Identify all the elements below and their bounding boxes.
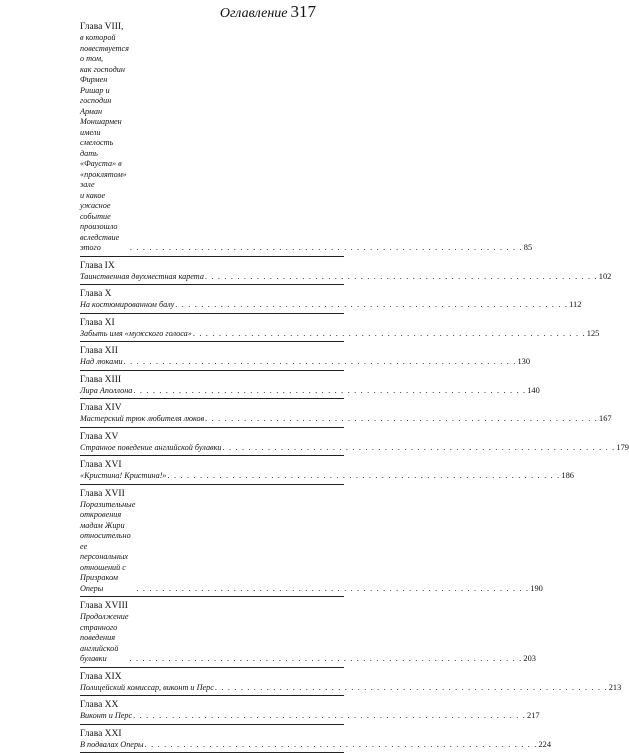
chapter-title-row xyxy=(80,471,344,482)
chapter-title-row xyxy=(80,300,344,311)
toc-entry xyxy=(80,371,344,400)
chapter-title: «Кристина! Кристина!» xyxy=(80,471,167,482)
page-number: 317 xyxy=(291,2,317,21)
chapter-label: Глава XI xyxy=(80,317,344,329)
dot-leader: . . . . . . . . . . . . . . . . . . . . . . . . . . . . . . . . . . . . . . . . . . . . . . . . . . . . . . . . . . . . . xyxy=(130,243,523,254)
chapter-title: Таинственная двухместная карета xyxy=(80,272,204,283)
chapter-title-row xyxy=(80,386,344,397)
chapter-title: Над люками xyxy=(80,357,123,368)
toc-entry xyxy=(80,456,344,485)
dot-leader: . . . . . . . . . . . . . . . . . . . . . . . . . . . . . . . . . . . . . . . . . . . . . . . . . . . . . . . . . . . . . xyxy=(124,357,517,368)
dot-leader: . . . . . . . . . . . . . . . . . . . . . . . . . . . . . . . . . . . . . . . . . . . . . . . . . . . . . . . . . . . . . xyxy=(205,414,598,425)
page-ref: 140 xyxy=(527,386,540,397)
toc-entry xyxy=(80,257,344,286)
page-ref: 125 xyxy=(587,329,600,340)
chapter-label: Глава VIII, xyxy=(80,21,344,33)
chapter-title-row xyxy=(80,740,344,751)
chapter-title: На костюмированном балу xyxy=(80,300,174,311)
toc-entry xyxy=(80,696,344,725)
chapter-title: Забыть имя «мужского голоса» xyxy=(80,329,192,340)
toc-entry xyxy=(80,314,344,343)
chapter-label: Глава XIV xyxy=(80,402,344,414)
dot-leader: . . . . . . . . . . . . . . . . . . . . . . . . . . . . . . . . . . . . . . . . . . . . . . . . . . . . . . . . . . . . . xyxy=(168,471,561,482)
dot-leader: . . . . . . . . . . . . . . . . . . . . . . . . . . . . . . . . . . . . . . . . . . . . . . . . . . . . . . . . . . . . . xyxy=(193,329,586,340)
chapter-title-row xyxy=(80,612,344,665)
chapter-label: Глава XXI xyxy=(80,728,344,740)
page-ref: 190 xyxy=(530,584,543,595)
running-title: Оглавление xyxy=(220,6,288,21)
chapter-title-row xyxy=(80,443,344,454)
table-of-contents xyxy=(80,18,344,753)
dot-leader: . . . . . . . . . . . . . . . . . . . . . . . . . . . . . . . . . . . . . . . . . . . . . . . . . . . . . . . . . . . . . xyxy=(175,300,568,311)
chapter-title-row xyxy=(80,711,344,722)
dot-leader: . . . . . . . . . . . . . . . . . . . . . . . . . . . . . . . . . . . . . . . . . . . . . . . . . . . . . . . . . . . . . xyxy=(133,711,526,722)
page-ref: 102 xyxy=(599,272,612,283)
page-ref: 217 xyxy=(527,711,540,722)
chapter-title: Странное поведение английской булавки xyxy=(80,443,222,454)
toc-entry xyxy=(80,18,344,257)
dot-leader: . . . . . . . . . . . . . . . . . . . . . . . . . . . . . . . . . . . . . . . . . . . . . . . . . . . . . . . . . . . . . xyxy=(223,443,616,454)
dot-leader: . . . . . . . . . . . . . . . . . . . . . . . . . . . . . . . . . . . . . . . . . . . . . . . . . . . . . . . . . . . . . xyxy=(145,740,538,751)
chapter-title: Полицейский комиссар, виконт и Перс xyxy=(80,683,214,694)
page-ref: 130 xyxy=(517,357,530,368)
chapter-label: Глава XII xyxy=(80,345,344,357)
toc-entry xyxy=(80,485,344,598)
chapter-title: Мастерский трюк любителя люков xyxy=(80,414,204,425)
dot-leader: . . . . . . . . . . . . . . . . . . . . . . . . . . . . . . . . . . . . . . . . . . . . . . . . . . . . . . . . . . . . . xyxy=(133,386,526,397)
page-ref: 224 xyxy=(538,740,551,751)
page-ref: 112 xyxy=(569,300,581,311)
toc-entry xyxy=(80,399,344,428)
chapter-title-row xyxy=(80,500,344,595)
chapter-title: В подвалах Оперы xyxy=(80,740,144,751)
chapter-label: Глава IX xyxy=(80,260,344,272)
chapter-title-row xyxy=(80,33,344,254)
chapter-label: Глава XX xyxy=(80,699,344,711)
chapter-label: Глава X xyxy=(80,288,344,300)
chapter-label: Глава XV xyxy=(80,431,344,443)
chapter-title: Виконт и Перс xyxy=(80,711,132,722)
page-ref: 213 xyxy=(609,683,622,694)
chapter-label: Глава XVIII xyxy=(80,600,344,612)
toc-entry xyxy=(80,285,344,314)
chapter-title: Лира Аполлона xyxy=(80,386,132,397)
toc-entry xyxy=(80,725,344,753)
chapter-title-row xyxy=(80,357,344,368)
chapter-label: Глава XVII xyxy=(80,488,344,500)
chapter-title: Поразительные откровения мадам Жири относительно ее персональных отношений с Призраком Оперы xyxy=(80,500,135,595)
dot-leader: . . . . . . . . . . . . . . . . . . . . . . . . . . . . . . . . . . . . . . . . . . . . . . . . . . . . . . . . . . . . . xyxy=(205,272,598,283)
toc-entry xyxy=(80,668,344,697)
page-ref: 203 xyxy=(523,654,536,665)
chapter-title-row xyxy=(80,272,344,283)
page-ref: 167 xyxy=(599,414,612,425)
dot-leader: . . . . . . . . . . . . . . . . . . . . . . . . . . . . . . . . . . . . . . . . . . . . . . . . . . . . . . . . . . . . . xyxy=(130,654,523,665)
chapter-title-row xyxy=(80,683,344,694)
page-ref: 85 xyxy=(524,243,532,254)
chapter-title-row xyxy=(80,414,344,425)
chapter-label: Глава XIX xyxy=(80,671,344,683)
chapter-label: Глава XVI xyxy=(80,459,344,471)
toc-entry xyxy=(80,597,344,668)
page-ref: 186 xyxy=(561,471,574,482)
chapter-title: в которой повествуется о том, как господин Фирмен Ришар и господин Арман Моншармен имели смелость дать «Фауста» в «проклятом» зале и какое ужасное событие произошло вследствие этого xyxy=(80,33,129,254)
chapter-label: Глава XIII xyxy=(80,374,344,386)
page-ref: 179 xyxy=(616,443,629,454)
toc-entry xyxy=(80,428,344,457)
toc-entry xyxy=(80,342,344,371)
chapter-title-row xyxy=(80,329,344,340)
dot-leader: . . . . . . . . . . . . . . . . . . . . . . . . . . . . . . . . . . . . . . . . . . . . . . . . . . . . . . . . . . . . . xyxy=(215,683,608,694)
dot-leader: . . . . . . . . . . . . . . . . . . . . . . . . . . . . . . . . . . . . . . . . . . . . . . . . . . . . . . . . . . . . . xyxy=(136,584,529,595)
chapter-title: Продолжение странного поведения английской булавки xyxy=(80,612,129,665)
